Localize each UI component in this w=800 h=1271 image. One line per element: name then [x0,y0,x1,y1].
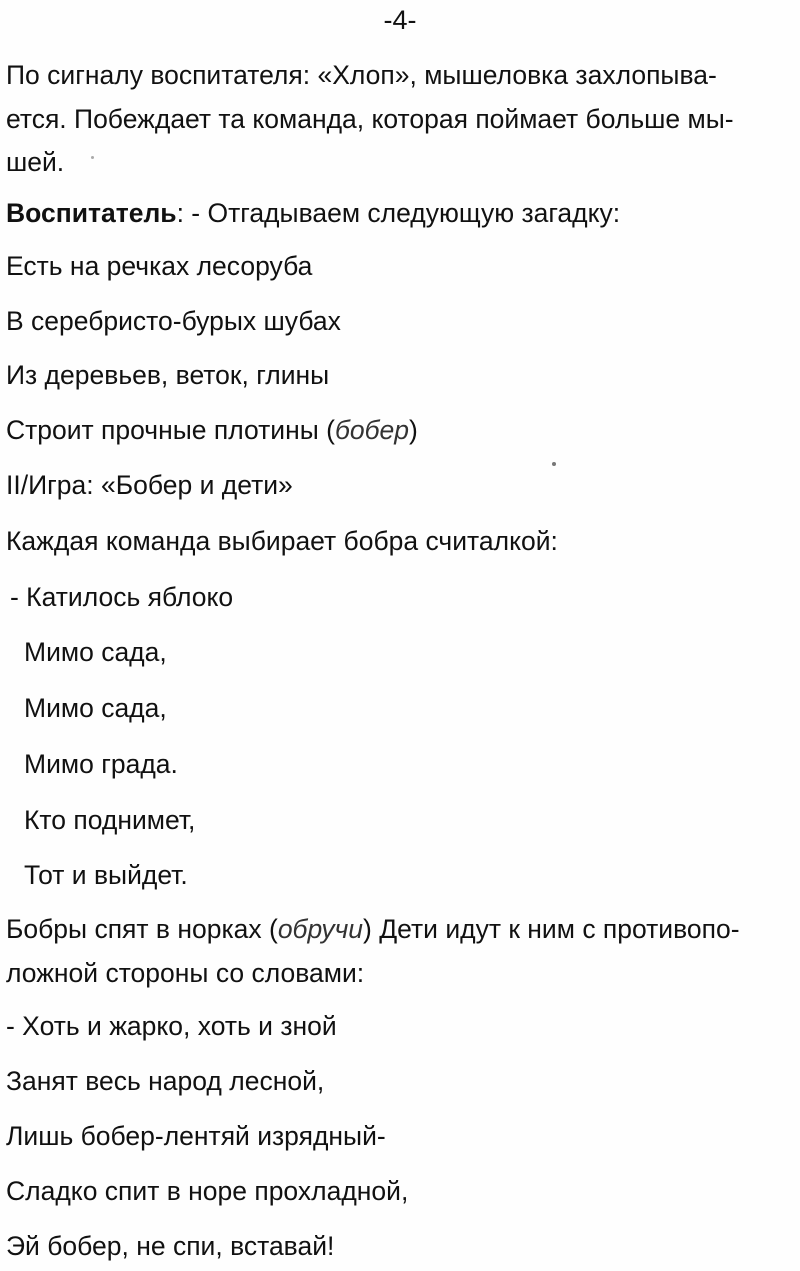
poem-line: - Хоть и жарко, хоть и зной [6,1011,337,1041]
riddle-answer-prefix: Строит прочные плотины ( [6,415,335,445]
rhyme-line: Мимо сада, [24,637,167,667]
poem-line: Эй бобер, не спи, вставай! [6,1231,335,1261]
rhyme-line: - Катилось яблоко [10,582,234,612]
beavers-prefix: Бобры спят в норках ( [6,914,278,944]
scan-speck [552,462,556,466]
rhyme-line: Мимо града. [24,749,178,779]
beavers-suffix: ) Дети идут к ним с противопо- [363,914,740,944]
paragraph-line: ется. Побеждает та команда, которая поймает больше мы- [6,104,734,134]
poem-line: Сладко спит в норе прохладной, [6,1176,409,1206]
poem-line: Лишь бобер-лентяй изрядный- [6,1121,386,1151]
speaker-name: Воспитатель [6,198,177,228]
paragraph-line: По сигналу воспитателя: «Хлоп», мышеловка захлопыва- [6,60,717,90]
rhyme-line: Мимо сада, [24,693,167,723]
riddle-answer-suffix: ) [409,415,418,445]
riddle-line: В серебристо-бурых шубах [6,306,341,336]
rhyme-line: Тот и выйдет. [24,860,188,890]
speaker-text: : - Отгадываем следующую загадку: [176,198,621,228]
speaker-line [6,193,794,233]
rhyme-line: Кто поднимет, [24,805,196,835]
riddle-answer-line [6,410,794,450]
beavers-item: обручи [277,914,364,944]
poem-line: Занят весь народ лесной, [6,1066,325,1096]
riddle-answer: бобер [334,415,409,445]
page-number: -4- [383,5,417,35]
paragraph-line: ложной стороны со словами: [6,958,365,988]
scan-speck [91,156,94,159]
paragraph-line: шей. [6,147,65,177]
riddle-line: Из деревьев, веток, глины [6,360,330,390]
team-choice-line: Каждая команда выбирает бобра считалкой: [6,526,558,556]
game-title: II/Игра: «Бобер и дети» [6,470,293,500]
paragraph-line [6,909,794,949]
riddle-line: Есть на речках лесоруба [6,251,313,281]
